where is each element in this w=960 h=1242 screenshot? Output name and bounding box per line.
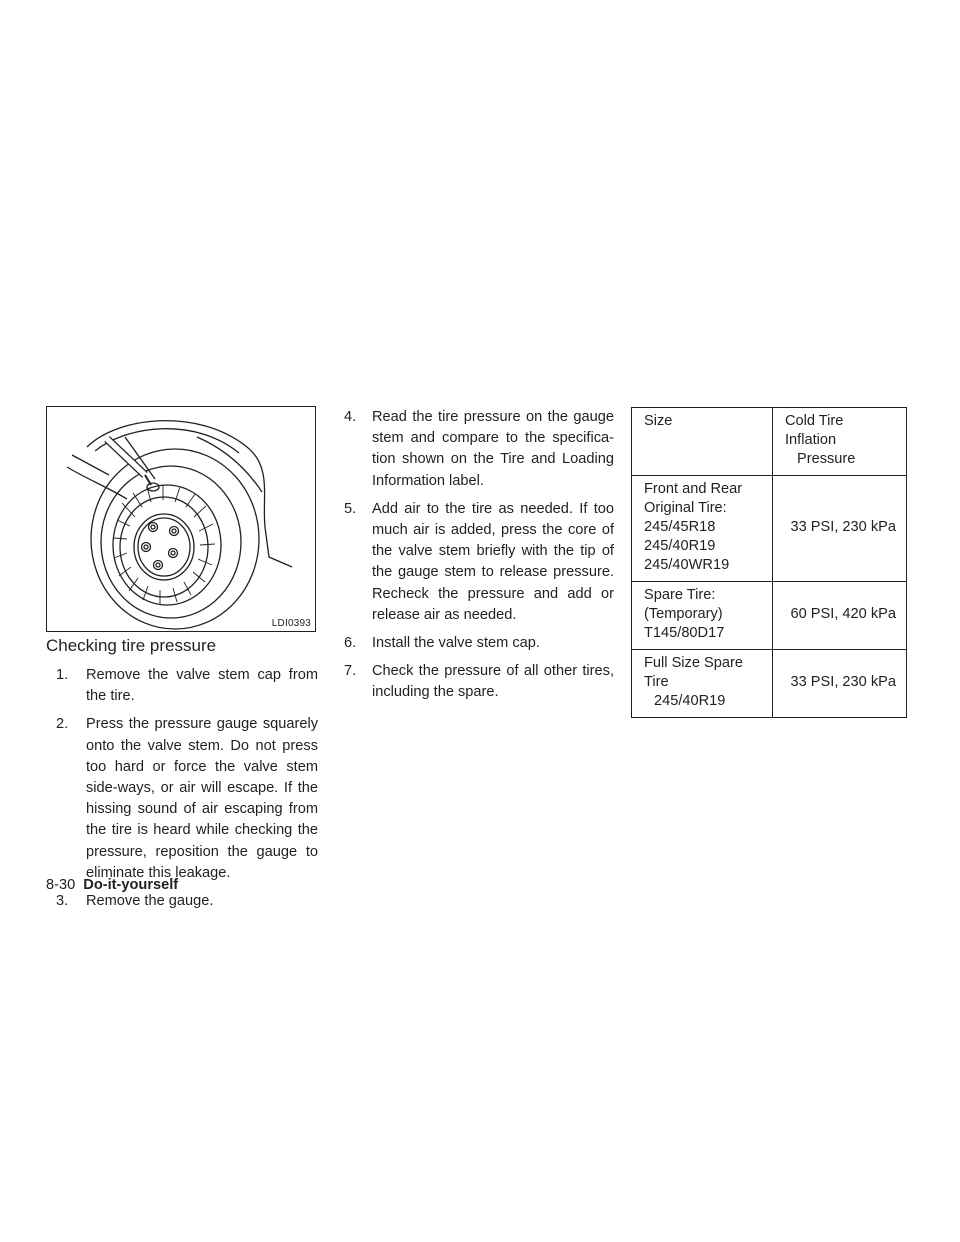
step-item xyxy=(56,891,318,912)
chapter-title: Do-it-yourself xyxy=(83,877,179,893)
tire-pressure-illustration xyxy=(46,406,316,632)
tire-gauge-drawing xyxy=(47,407,315,631)
size-line: Front and Rear xyxy=(644,481,743,497)
step-number: 7. xyxy=(344,663,357,680)
pressure-cell: 33 PSI, 230 kPa xyxy=(773,476,907,582)
size-cell xyxy=(632,476,773,582)
steps-list-right xyxy=(344,407,614,711)
step-item xyxy=(56,714,318,884)
size-line: 245/40R19 xyxy=(654,693,726,709)
section-heading: Checking tire pressure xyxy=(46,636,217,655)
step-item xyxy=(344,407,614,492)
size-line: 245/40R19 xyxy=(644,538,716,554)
size-line: T145/80D17 xyxy=(644,625,725,641)
size-line: Spare Tire: xyxy=(644,587,716,603)
step-text: Read the tire pressure on the gauge stem and compare to the specifica-tion shown on the Tire and Loading Information label. xyxy=(372,409,614,489)
step-item xyxy=(344,633,614,654)
step-text: Add air to the tire as needed. If too much air is added, press the core of the valve stem briefly with the tip of the gauge stem to release pressure. Recheck the pressure and add or release air as needed. xyxy=(372,500,614,623)
step-item xyxy=(56,665,318,707)
step-item xyxy=(344,499,614,626)
step-text: Press the pressure gauge squarely onto the valve stem. Do not press too hard or force the valve stem side-ways, or air will escape. If the hissing sound of air escaping from the tire is heard while checking the pressure, reposition the gauge to eliminate this leakage. xyxy=(86,716,318,881)
size-line: (Temporary) xyxy=(644,606,723,622)
header-size: Size xyxy=(632,408,773,476)
pressure-cell: 33 PSI, 230 kPa xyxy=(773,650,907,718)
size-line: Tire xyxy=(644,674,669,690)
figure-code: LDI0393 xyxy=(271,618,311,629)
page-footer xyxy=(46,877,178,893)
size-cell xyxy=(632,650,773,718)
step-number: 4. xyxy=(344,409,357,425)
table-row xyxy=(632,582,907,650)
size-line: Original Tire: xyxy=(644,500,727,516)
step-item xyxy=(344,661,614,703)
header-pressure-line2: Pressure xyxy=(797,451,856,467)
tire-pressure-table xyxy=(631,407,907,718)
size-cell xyxy=(632,582,773,650)
step-text: Remove the valve stem cap from the tire. xyxy=(86,667,318,705)
step-number: 6. xyxy=(344,635,357,652)
step-text: Install the valve stem cap. xyxy=(372,635,540,652)
size-line: 245/45R18 xyxy=(644,519,716,535)
step-number: 3. xyxy=(56,893,69,910)
table-header-row xyxy=(632,408,907,476)
table-row xyxy=(632,476,907,582)
header-pressure xyxy=(773,408,907,476)
size-line: 245/40WR19 xyxy=(644,557,730,573)
step-text: Check the pressure of all other tires, including the spare. xyxy=(372,663,614,701)
step-number: 5. xyxy=(344,500,357,517)
size-line: Full Size Spare xyxy=(644,655,743,671)
table-row xyxy=(632,650,907,718)
page-number: 8-30 xyxy=(46,877,76,893)
step-number: 1. xyxy=(56,667,69,683)
step-number: 2. xyxy=(56,716,69,733)
pressure-cell: 60 PSI, 420 kPa xyxy=(773,582,907,650)
step-text: Remove the gauge. xyxy=(86,893,214,910)
header-pressure-line1: Cold Tire Inflation xyxy=(785,413,844,448)
